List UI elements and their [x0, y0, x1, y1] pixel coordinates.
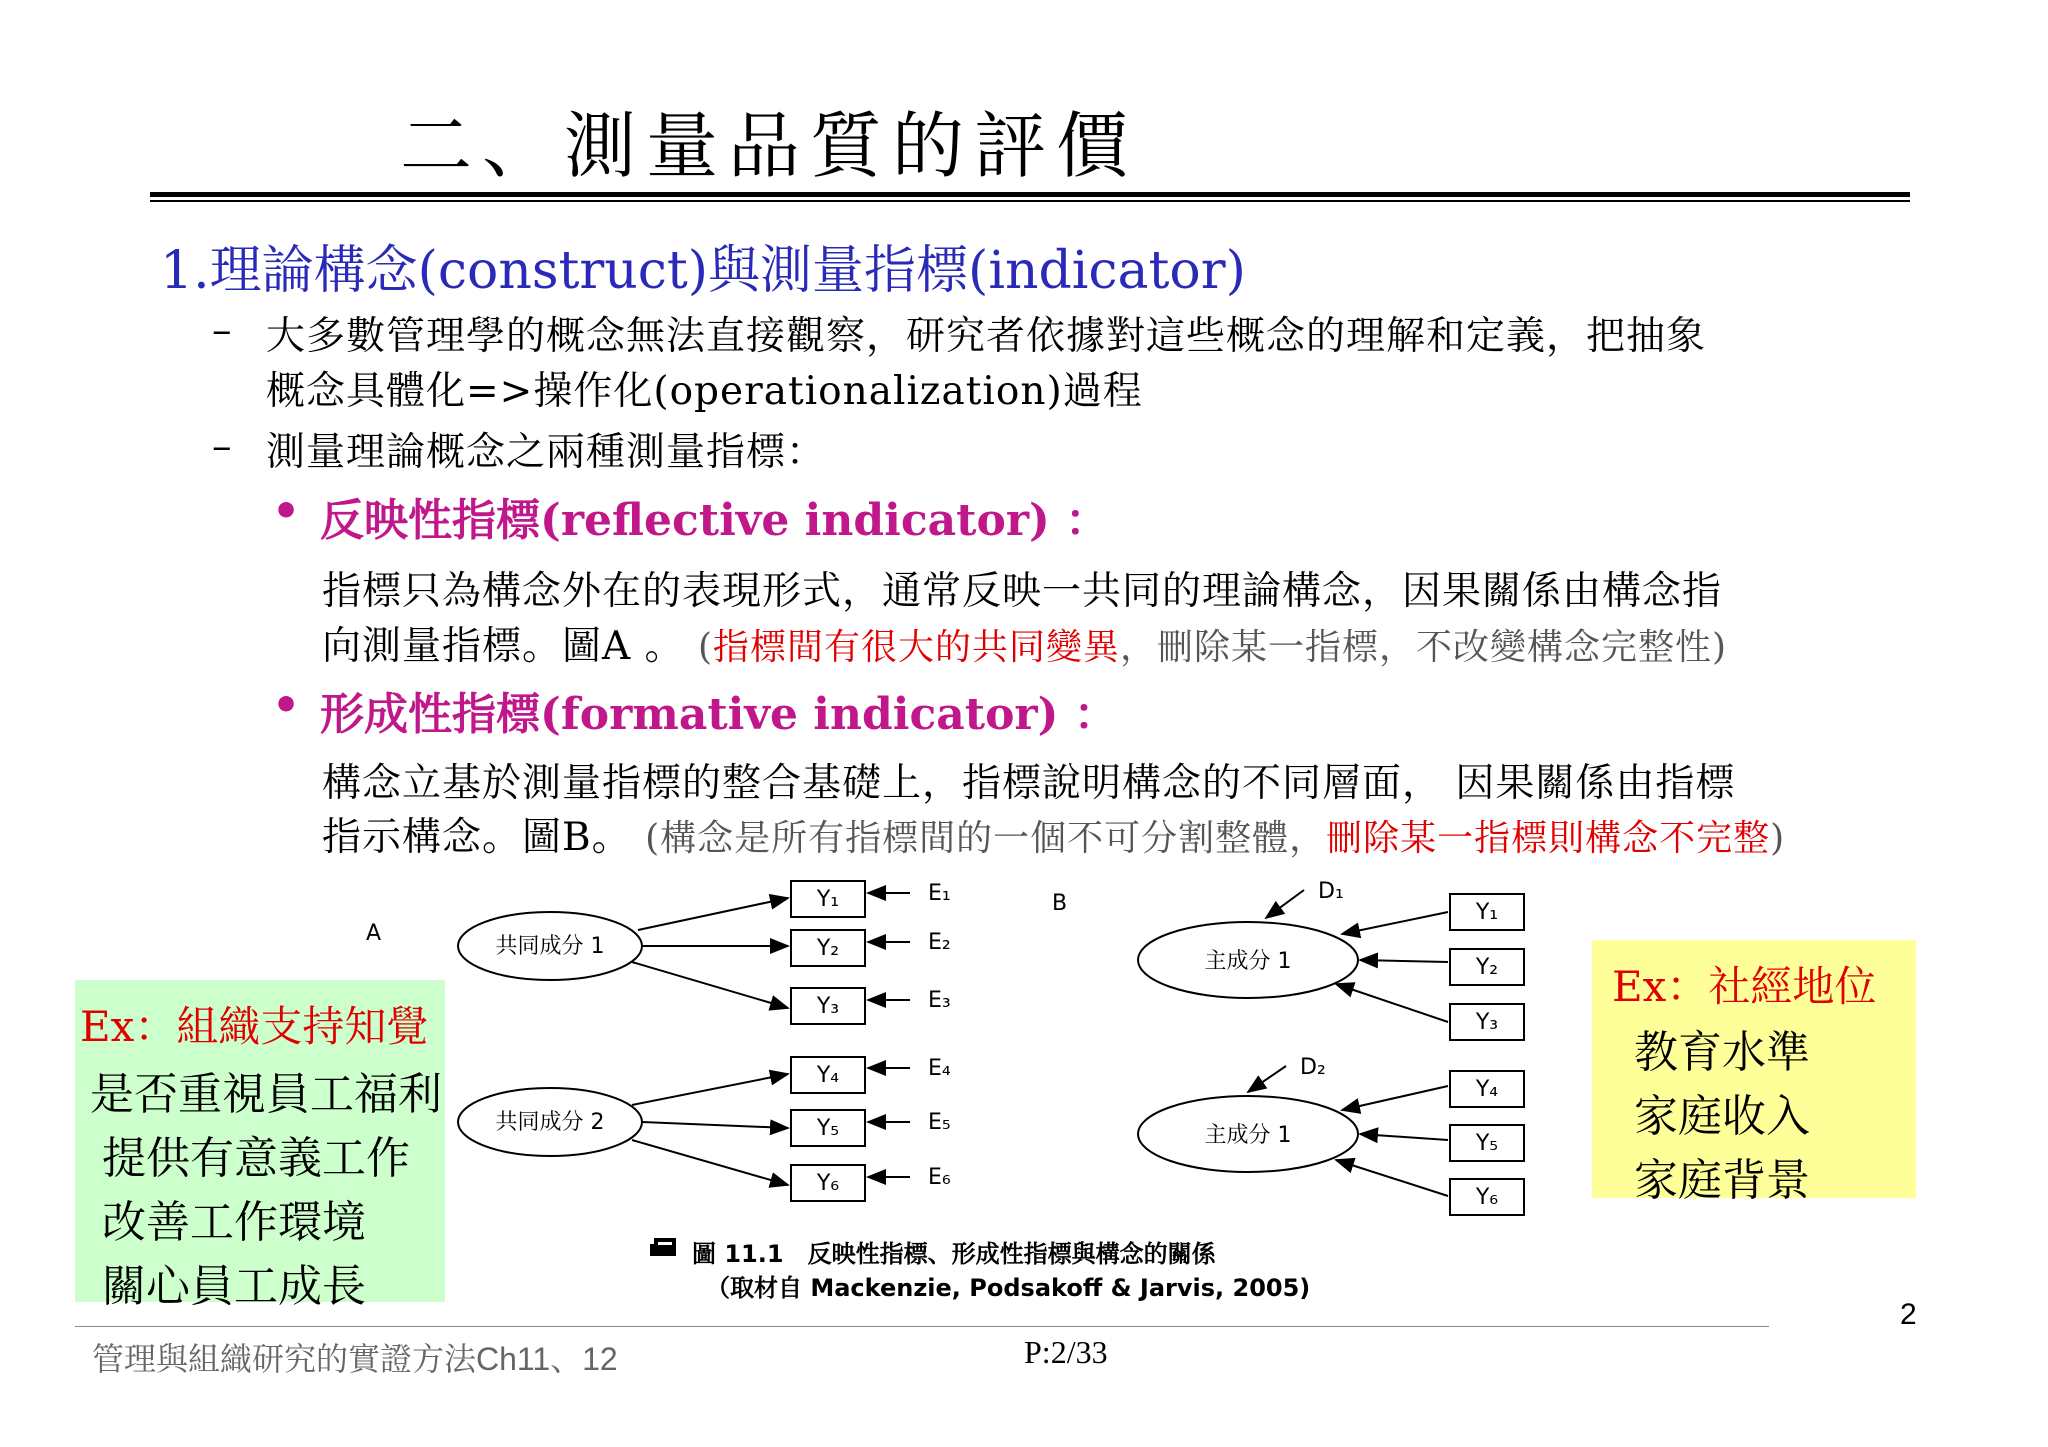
arrow	[1360, 960, 1448, 962]
yellow-box-item: 家庭背景	[1634, 1155, 1810, 1206]
footer-rule	[75, 1326, 1769, 1327]
panel-a-label: A	[366, 921, 382, 946]
error-label: E₄	[928, 1056, 951, 1081]
panel-b-label: B	[1052, 891, 1068, 916]
dash-marker: –	[212, 308, 232, 353]
arrow	[632, 1074, 788, 1105]
indicator-label: Y₄	[816, 1063, 840, 1088]
indicator-label: Y₂	[816, 936, 840, 961]
note-close: )	[1770, 818, 1786, 859]
error-label: E₂	[928, 930, 951, 955]
indicator-label: Y₃	[816, 994, 840, 1019]
bullet-formative-label: 形成性指標(formative indicator) ：	[320, 689, 1118, 740]
indicator-label: Y₁	[1475, 900, 1499, 925]
dash-marker: –	[212, 424, 232, 469]
arrow	[1342, 1086, 1448, 1110]
note-grey: 構念是所有指標間的一個不可分割整體，	[660, 818, 1327, 859]
green-box-item: 提供有意義工作	[102, 1133, 410, 1184]
green-box-item: 改善工作環境	[102, 1197, 366, 1248]
figure-caption: 圖 11.1 反映性指標、形成性指標與構念的關係	[692, 1240, 1216, 1268]
figure-source: （取材自 Mackenzie, Podsakoff & Jarvis, 2005)	[706, 1274, 1311, 1302]
green-box-title: Ex：組織支持知覺	[80, 1002, 429, 1051]
slide-number: 2	[1900, 1298, 1917, 1331]
note-red: 刪除某一指標則構念不完整	[1326, 818, 1771, 859]
arrow	[1360, 1134, 1448, 1140]
book-icon	[650, 1238, 676, 1256]
arrow	[1336, 984, 1448, 1022]
dash-item-2-line1: 測量理論概念之兩種測量指標：	[266, 430, 827, 475]
note-close: )	[1712, 627, 1728, 668]
indicator-label: Y₂	[1475, 955, 1499, 980]
indicator-label: Y₁	[816, 887, 840, 912]
yellow-box-item: 教育水準	[1634, 1027, 1810, 1078]
construct-label: 共同成分 1	[495, 934, 605, 959]
note-grey: ，刪除某一指標，不改變構念完整性	[1120, 627, 1713, 668]
page-title: 二、測量品質的評價	[400, 104, 1139, 188]
error-label: E₃	[928, 988, 951, 1013]
arrow	[632, 1140, 788, 1185]
disturbance-label: D₁	[1318, 879, 1344, 904]
footer-page-indicator: P:2/33	[1024, 1334, 1108, 1370]
arrow	[642, 1122, 788, 1128]
note-open: (	[645, 818, 661, 859]
note-open: (	[697, 627, 714, 668]
dash-item-1-line2: 概念具體化=>操作化(operationalization)過程	[266, 369, 1143, 414]
indicator-label: Y₄	[1475, 1077, 1499, 1102]
arrow	[1248, 1066, 1286, 1092]
bullet-formative-text1: 構念立基於測量指標的整合基礎上，指標說明構念的不同層面， 因果關係由指標	[322, 761, 1736, 806]
arrow	[638, 898, 788, 930]
arrow	[1336, 1160, 1448, 1196]
error-label: E₅	[928, 1110, 951, 1135]
indicator-label: Y₆	[816, 1171, 840, 1196]
arrow	[632, 962, 788, 1008]
green-box-item: 是否重視員工福利	[90, 1069, 442, 1120]
bullet-reflective-label: 反映性指標(reflective indicator) ：	[320, 495, 1110, 546]
bullet-reflective-text1: 指標只為構念外在的表現形式，通常反映一共同的理論構念，因果關係由構念指	[322, 569, 1723, 614]
bullet-formative-text2: 指示構念。圖B。	[322, 815, 632, 860]
indicator-label: Y₆	[1475, 1185, 1499, 1210]
bullet-marker: •	[272, 680, 301, 731]
yellow-box-title: Ex：社經地位	[1612, 962, 1877, 1011]
indicator-label: Y₅	[1475, 1131, 1499, 1156]
disturbance-label: D₂	[1300, 1055, 1326, 1080]
footer-course-title: 管理與組織研究的實證方法Ch11、12	[92, 1341, 618, 1377]
error-label: E₁	[928, 881, 951, 906]
yellow-box-item: 家庭收入	[1634, 1091, 1810, 1142]
note-red: 指標間有很大的共同變異	[713, 627, 1121, 668]
indicator-label: Y₅	[816, 1116, 840, 1141]
construct-label: 主成分 1	[1204, 949, 1292, 974]
dash-item-1-line1: 大多數管理學的概念無法直接觀察，研究者依據對這些概念的理解和定義，把抽象	[266, 314, 1707, 359]
arrow	[1342, 912, 1448, 934]
green-box-item: 關心員工成長	[102, 1261, 366, 1312]
arrow	[1266, 890, 1304, 918]
bullet-marker: •	[272, 486, 301, 537]
bullet-reflective-text2: 向測量指標。圖A 。	[322, 624, 685, 669]
section-heading: 1.理論構念(construct)與測量指標(indicator)	[160, 241, 1246, 301]
error-label: E₆	[928, 1165, 951, 1190]
indicator-label: Y₃	[1475, 1010, 1499, 1035]
construct-label: 主成分 1	[1204, 1123, 1292, 1148]
construct-label: 共同成分 2	[495, 1110, 605, 1135]
